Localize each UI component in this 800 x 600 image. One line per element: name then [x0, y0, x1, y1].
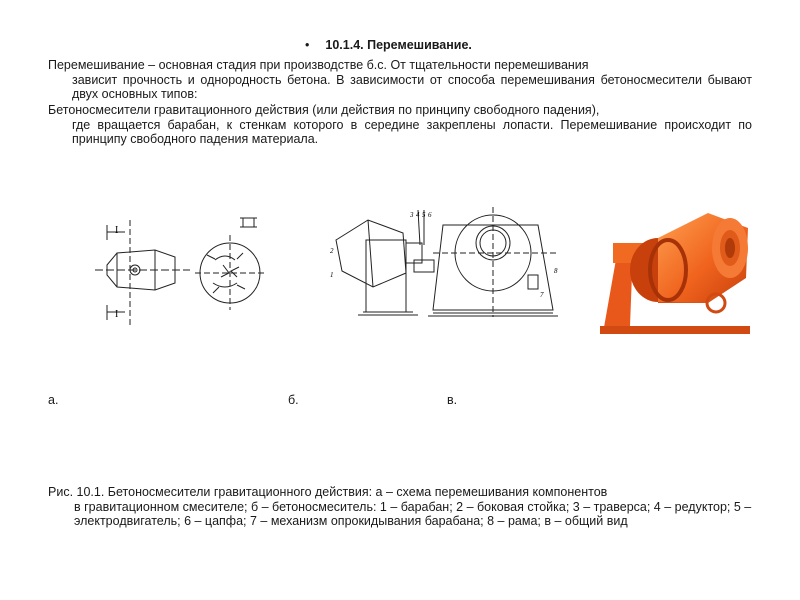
paragraph-mixing-intro: [48, 58, 752, 102]
paragraph-continuation: где вращается барабан, к стенкам которого в середине закреплены лопасти. Перемешивание происходит по принципу свободного падения материала.: [72, 117, 752, 146]
drawing-number-2: 2: [330, 247, 334, 255]
drawing-number-4: 4: [416, 211, 420, 219]
drawing-number-7: 7: [540, 291, 544, 299]
drawing-number-6: 6: [428, 211, 432, 219]
figure-caption: [48, 485, 760, 529]
section-title: 10.1.4. Перемешивание.: [325, 38, 472, 52]
drawing-number-3: 3: [410, 211, 414, 219]
drawing-number-5: 5: [422, 211, 426, 219]
figure-a-drum-schematic: [95, 205, 275, 325]
bullet: •: [305, 38, 310, 52]
figure-b-mixer-drawing: [328, 205, 578, 325]
paragraph-first-line: Бетоносмесители гравитационного действия (или действия по принципу свободного падения),: [48, 103, 600, 117]
paragraph-gravity-mixers: [48, 103, 752, 147]
paragraph-continuation: зависит прочность и однородность бетона. В зависимости от способа перемешивания бетоносмесители бывают двух основных типов:: [72, 72, 752, 101]
caption-first-line: Рис. 10.1. Бетоносмесители гравитационного действия: а – схема перемешивания компонентов: [48, 485, 608, 499]
figure-v-mixer-photo: [598, 208, 758, 338]
figure-label-b: б.: [288, 393, 299, 407]
drawing-number-8: 8: [554, 267, 558, 275]
section-heading: [305, 38, 472, 52]
figure-label-a: а.: [48, 393, 59, 407]
paragraph-first-line: Перемешивание – основная стадия при производстве б.с. От тщательности перемешивания: [48, 58, 589, 72]
caption-continuation: в гравитационном смесителе; б – бетоносмеситель: 1 – барабан; 2 – боковая стойка; 3 – траверса; 4 – редуктор; 5 – электродвигатель; 6 – цапфа; 7 – механизм опрокидывания барабана; 8 – рама; в – общий вид: [74, 499, 752, 528]
section-mark-bottom: I: [115, 309, 119, 320]
section-mark-top: I: [115, 225, 119, 236]
figure-label-v: в.: [447, 393, 458, 407]
drawing-number-1: 1: [330, 271, 334, 279]
